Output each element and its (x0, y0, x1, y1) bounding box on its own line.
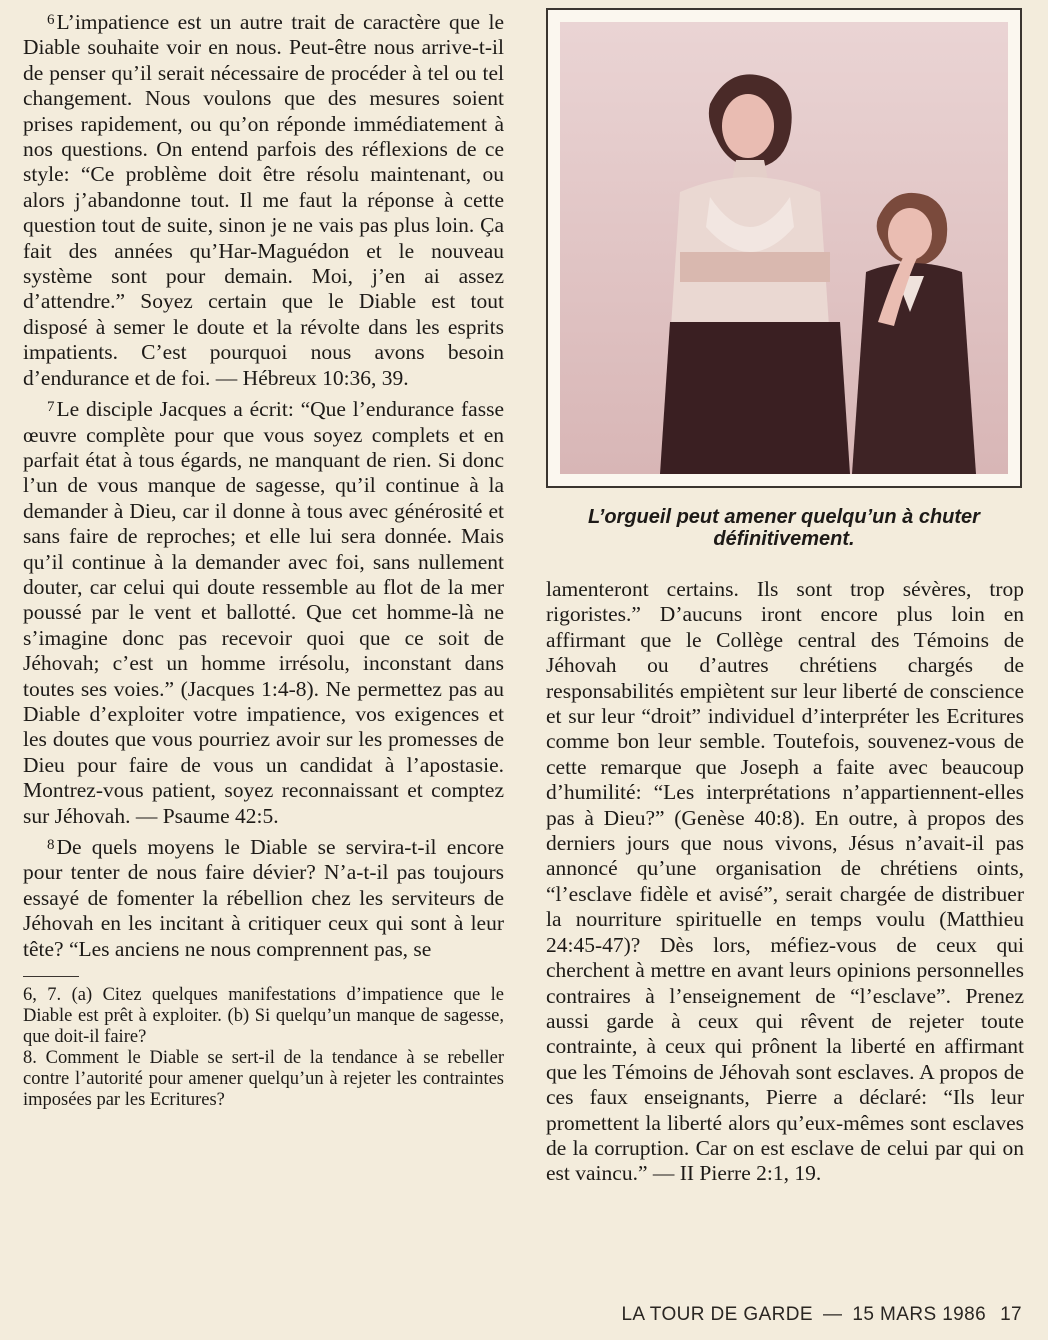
paragraph-6 (23, 8, 504, 391)
illustration-frame (546, 8, 1022, 488)
page-number: 17 (1000, 1304, 1022, 1325)
paragraph-number: 8 (47, 837, 55, 853)
question-key-a: (a) (71, 985, 93, 1006)
page-footer (621, 1304, 1022, 1326)
paragraph-text: De quels moyens le Diable se servira-t-il encore pour tenter de nous faire dévier? N’a-t-il pas toujours essayé de fomenter la rébellion chez les serviteurs de Jéhovah en les incitant à critiquer ceux qui sont à leur tête? “Les anciens ne nous comprennent pas, se (23, 835, 504, 961)
footnote-divider (23, 976, 79, 977)
question-8: 8. Comment le Diable se sert-il de la tendance à se rebeller contre l’autorité pour amener quelqu’un à rejeter les contraintes imposées par les Ecritures? (23, 1048, 505, 1111)
paragraph-number: 7 (47, 399, 55, 416)
paragraph-text: Le disciple Jacques a écrit: “Que l’endurance fasse œuvre complète pour que vous soyez complets et en parfait état à tous égards, ne manquant de rien. Si donc l’un de vous manque de sagesse, qu’il continue à la demander à Dieu, car il donne à tous avec générosité et sans faire de reproches; et elle lui sera donnée. Mais qu’il continue à la demander avec foi, sans nullement douter, car celui qui doute ressemble au flot de la mer poussé par le vent et ballotté. Que cet homme-là ne s’imagine donc pas recevoir quoi que ce soit de Jéhovah; c’est un homme irrésolu, inconstant dans toutes ses voies.” (Jacques 1:4-8). Ne permettez pas au Diable d’exploiter votre impatience, vos exigences et les doutes que vous pourriez avoir sur les promesses de Dieu pour faire de vous un candidat à l’apostasie. Montrez-vous patient, soyez reconnaissant et comptez sur Jéhovah. — Psaume 42:5. (23, 397, 504, 828)
paragraph-7 (23, 395, 504, 829)
issue-date: 15 MARS 1986 (852, 1304, 987, 1325)
illustration-drawing (560, 22, 1008, 474)
paragraph-text: L’impatience est un autre trait de caractère que le Diable souhaite voir en nous. Peut-être nous arrive-t-il de penser qu’il serait nécessaire de procéder à tel ou tel changement. Nous voulons que des mesures soient prises rapidement, ou qu’on réponde immédiatement à nos questions. On entend parfois des réflexions de ce style: “Ce problème doit être résolu maintenant, ou alors j’abandonne tout. Il me faut la réponse à cette question tout de suite, sinon je ne vais pas plus loin. Ça fait des années qu’Har-Maguédon et le nouveau système sont pour demain. Moi, j’en ai assez d’attendre.” Soyez certain que le Diable est tout disposé à semer le doute et la révolte dans les esprits impatients. C’est pourquoi nous avons besoin d’endurance et de foi. — Hébreux 10:36, 39. (23, 10, 504, 390)
figure-caption: L’orgueil peut amener quelqu’un à chuter définitivement. (588, 506, 980, 550)
left-column (23, 8, 504, 1111)
paragraph-8-continued (546, 577, 1024, 1187)
publication-title: LA TOUR DE GARDE (621, 1304, 813, 1325)
right-column (546, 577, 1024, 1187)
paragraph-number: 6 (47, 12, 55, 28)
study-questions (23, 985, 504, 1111)
paragraph-8-start (23, 833, 504, 962)
paragraph-text: lamenteront certains. Ils sont trop sévères, trop rigoristes.” D’aucuns iront encore plus loin en affirmant que le Collège central des Témoins de Jéhovah ou d’autres chrétiens chargés de responsabilités empiètent sur leur liberté de conscience et sur leur “droit” individuel d’interpréter les Ecritures comme bon leur semble. Toutefois, souvenez-vous de cette remarque que Joseph a faite avec beaucoup d’humilité: “Les interprétations n’appartiennent-elles pas à Dieu?” (Genèse 40:8). En outre, à propos des derniers jours que nous vivons, Jésus n’avait-il pas annoncé qu’une organisation de chrétiens oints, “l’esclave fidèle et avisé”, serait chargée de distribuer la nourriture spirituelle en temps voulu (Matthieu 24:45-47)? Dès lors, méfiez-vous de ceux qui cherchent à mettre en avant leurs opinions personnelles contraires à l’enseignement de “l’esclave”. Prenez aussi garde à ceux qui rêvent de rejeter toute contrainte, à ceux qui prônent la liberté en affirmant que les Témoins de Jéhovah sont esclaves. A propos de ces faux enseignants, Pierre a déclaré: “Ils leur promettent la liberté alors qu’eux-mêmes sont esclaves de la corruption. Car on est esclave de celui par qui on est vaincu.” — II Pierre 2:1, 19. (546, 577, 1024, 1186)
footer-separator: — (823, 1304, 843, 1325)
question-6-7: 6, 7. (a) Citez quelques manifestations d’impatience que le Diable est prêt à exploiter. (b) Si quelqu’un manque de sagesse, que doit-il faire? (23, 985, 505, 1048)
question-key-b: (b) (227, 1006, 250, 1027)
photo-two-women (560, 22, 1008, 474)
